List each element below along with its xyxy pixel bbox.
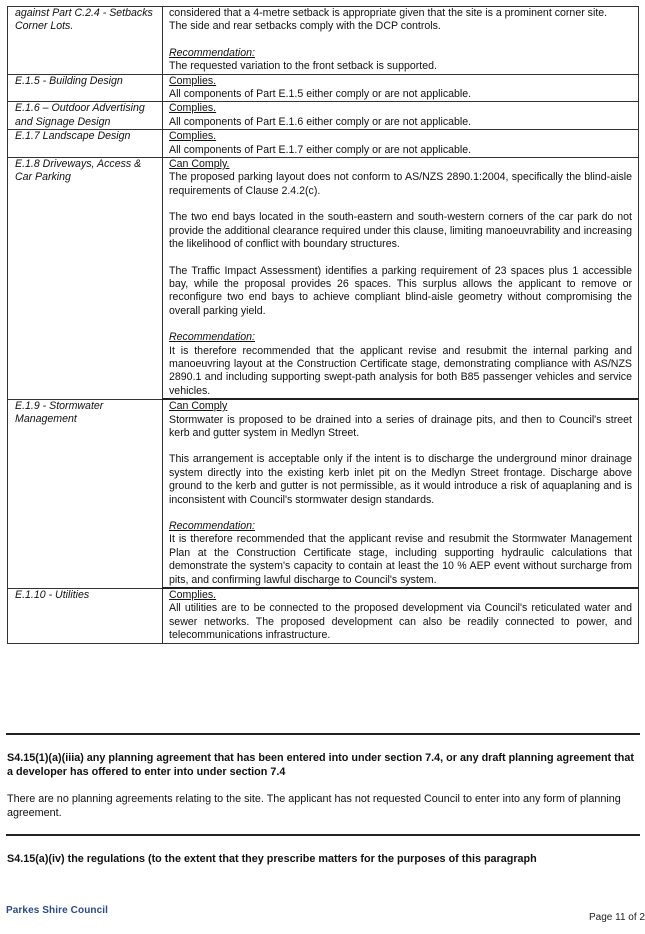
compliance-status: Complies. bbox=[169, 589, 217, 602]
table-row bbox=[8, 158, 639, 400]
assessment-text: All utilities are to be connected to the proposed development via Council's reticulated water and sewer networks. The proposed development can also be readily connected to power, and telecommunications infrastructure. bbox=[169, 602, 632, 642]
section-divider bbox=[6, 834, 640, 836]
assessment-text: Stormwater is proposed to be drained into a series of drainage pits, and then to Council's street kerb and gutter system in Medlyn Street. bbox=[169, 413, 632, 439]
compliance-status: Complies. bbox=[169, 130, 217, 143]
assessment-text: The proposed parking layout does not conform to AS/NZS 2890.1:2004, specifically the blind-aisle requirements of Clause 2.4.2(c). bbox=[169, 171, 632, 197]
assessment-table bbox=[7, 6, 639, 644]
section-body: There are no planning agreements relating to the site. The applicant has not requested Council to enter into any form of planning agreement. bbox=[7, 793, 621, 819]
assessment-cell bbox=[163, 158, 639, 400]
page-number: Page 11 of 2 bbox=[589, 912, 645, 923]
section-heading: S4.15(a)(iv) the regulations (to the extent that they prescribe matters for the purposes of this paragraph bbox=[7, 853, 537, 865]
council-logo: Parkes Shire Council bbox=[6, 905, 109, 916]
compliance-status: Complies. bbox=[169, 102, 217, 115]
table-row bbox=[8, 7, 639, 75]
assessment-text: The two end bays located in the south-eastern and south-western corners of the car park do not provide the additional clearance required under this clause, limiting manoeuvrability and increasing the likelihood of conflict with boundary structures. bbox=[169, 211, 632, 251]
table-row bbox=[8, 399, 639, 588]
section-divider bbox=[6, 733, 640, 735]
recommendation-heading: Recommendation: bbox=[169, 520, 255, 532]
assessment-cell bbox=[163, 102, 639, 130]
assessment-cell bbox=[163, 399, 639, 588]
recommendation-text: The requested variation to the front setback is supported. bbox=[169, 60, 437, 73]
assessment-text: considered that a 4-metre setback is appropriate given that the site is a prominent corner site. bbox=[169, 7, 608, 19]
section-heading: S4.15(1)(a)(iiia) any planning agreement that has been entered into under section 7.4, or any draft planning agreement that a developer has offered to enter into under section 7.4 bbox=[7, 752, 634, 778]
control-label: E.1.7 Landscape Design bbox=[8, 130, 163, 158]
recommendation-heading: Recommendation: bbox=[169, 331, 255, 344]
assessment-text: This arrangement is acceptable only if the intent is to discharge the underground minor drainage system directly into the existing kerb inlet pit on the Medlyn Street frontage. Discharge above ground to the kerb and gutter is not permissible, as it would introduce a risk of aquaplaning and is inconsistent with Council's stormwater design standards. bbox=[169, 453, 632, 506]
assessment-text: All components of Part E.1.5 either comply or are not applicable. bbox=[169, 88, 472, 101]
recommendation-text: It is therefore recommended that the applicant revise and resubmit the internal parking and manoeuvring layout at the Construction Certificate stage, demonstrating compliance with AS/NZS 2890.1 and including supporting swept-path analysis for both B85 passenger vehicles and service vehicles. bbox=[169, 344, 632, 397]
compliance-status: Complies. bbox=[169, 74, 217, 87]
compliance-status: Can Comply bbox=[169, 400, 228, 413]
recommendation-text: It is therefore recommended that the applicant revise and resubmit the Stormwater Management Plan at the Construction Certificate stage, including supporting hydraulic calculations that demonstrate the system's capacity to contain at least the 10 % AEP event without surcharge from pits, and confirming lawful discharge to Council's system. bbox=[169, 533, 632, 586]
assessment-cell bbox=[163, 74, 639, 102]
recommendation-heading: Recommendation: bbox=[169, 46, 255, 59]
table-row bbox=[8, 130, 639, 158]
assessment-cell bbox=[163, 588, 639, 643]
table-row bbox=[8, 588, 639, 643]
control-label: E.1.5 - Building Design bbox=[8, 74, 163, 102]
control-label: E.1.6 – Outdoor Advertising and Signage Design bbox=[8, 102, 163, 130]
table-row bbox=[8, 102, 639, 130]
compliance-status: Can Comply. bbox=[169, 158, 230, 171]
control-label: against Part C.2.4 - Setbacks Corner Lots. bbox=[8, 7, 163, 75]
assessment-text: All components of Part E.1.7 either comply or are not applicable. bbox=[169, 143, 472, 156]
control-label: E.1.9 - Stormwater Management bbox=[8, 399, 163, 588]
assessment-cell bbox=[163, 7, 639, 75]
assessment-text: The side and rear setbacks comply with the DCP controls. bbox=[169, 20, 441, 33]
assessment-cell bbox=[163, 130, 639, 158]
assessment-text: All components of Part E.1.6 either comply or are not applicable. bbox=[169, 115, 472, 128]
table-row bbox=[8, 74, 639, 102]
control-label: E.1.8 Driveways, Access & Car Parking bbox=[8, 158, 163, 400]
assessment-text: The Traffic Impact Assessment) identifies a parking requirement of 23 spaces plus 1 accessible bay, while the proposal provides 26 spaces. This surplus allows the applicant to remove or reconfigure two end bays to achieve compliant blind-aisle geometry without compromising the overall parking yield. bbox=[169, 264, 632, 317]
control-label: E.1.10 - Utilities bbox=[8, 588, 163, 643]
